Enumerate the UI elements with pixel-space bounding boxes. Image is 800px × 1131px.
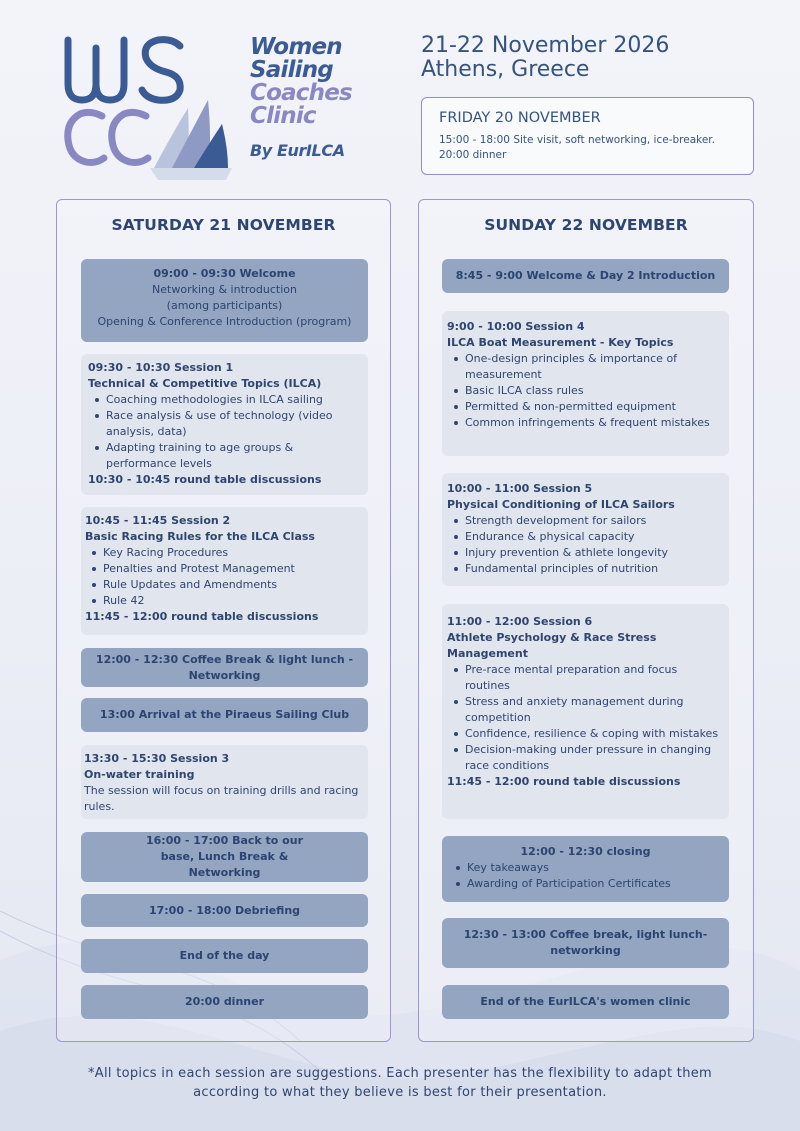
brand-line4: Clinic xyxy=(250,103,316,129)
debriefing-text: 17:00 - 18:00 Debriefing xyxy=(148,903,301,917)
brand-line1: Women xyxy=(250,34,342,60)
brand-wordmark xyxy=(250,36,352,160)
clinic-end-card xyxy=(442,985,729,1019)
friday-line2: 20:00 dinner xyxy=(439,149,507,161)
sunday-coffee-card xyxy=(442,918,729,968)
session4-list xyxy=(447,351,722,431)
end-of-day-card xyxy=(81,939,368,973)
event-dates: 21-22 November 2026 xyxy=(421,33,670,58)
brand-line3: Coaches xyxy=(250,80,352,106)
session1-card xyxy=(81,354,368,495)
back-to-base-text: 16:00 - 17:00 Back to our base, Lunch Break & Networking xyxy=(145,834,303,879)
session2-footer: 11:45 - 12:00 round table discussions xyxy=(85,610,319,623)
list-item: Endurance & physical capacity xyxy=(447,529,722,545)
brand-by: By EurILCA xyxy=(250,141,345,160)
list-item: Key Racing Procedures xyxy=(85,545,361,561)
welcome-time: 09:00 - 09:30 Welcome xyxy=(153,267,296,280)
list-item: Injury prevention & athlete longevity xyxy=(447,545,722,561)
list-item: Key takeaways xyxy=(449,860,722,876)
session4-time: 9:00 - 10:00 Session 4 xyxy=(447,320,585,333)
session6-list xyxy=(447,662,722,774)
list-item: Permitted & non-permitted equipment xyxy=(447,399,722,415)
session5-list xyxy=(447,513,722,577)
session3-title: On-water training xyxy=(84,768,195,781)
session1-time: 09:30 - 10:30 Session 1 xyxy=(88,361,234,374)
list-item: Fundamental principles of nutrition xyxy=(447,561,722,577)
session3-time: 13:30 - 15:30 Session 3 xyxy=(84,752,230,765)
session1-footer: 10:30 - 10:45 round table discussions xyxy=(88,473,322,486)
dinner-text: 20:00 dinner xyxy=(184,995,265,1008)
sunday-welcome-text: 8:45 - 9:00 Welcome & Day 2 Introduction xyxy=(455,269,716,282)
list-item: Adapting training to age groups & performance levels xyxy=(88,440,361,472)
list-item: Decision-making under pressure in changing race conditions xyxy=(447,742,722,774)
list-item: Rule Updates and Amendments xyxy=(85,577,361,593)
arrival-card xyxy=(81,698,368,732)
list-item: Coaching methodologies in ILCA sailing xyxy=(88,392,361,408)
closing-time: 12:00 - 12:30 closing xyxy=(520,845,651,858)
session2-time: 10:45 - 11:45 Session 2 xyxy=(85,514,231,527)
saturday-coffee-text: 12:00 - 12:30 Coffee Break & light lunch - Networking xyxy=(95,652,354,682)
session2-list xyxy=(85,545,361,609)
session5-time: 10:00 - 11:00 Session 5 xyxy=(447,482,593,495)
back-to-base-card xyxy=(81,832,368,882)
session4-card xyxy=(442,311,729,456)
event-header xyxy=(421,34,669,82)
closing-list xyxy=(449,860,722,892)
wscc-logo xyxy=(62,34,242,184)
debriefing-card xyxy=(81,894,368,927)
list-item: Awarding of Participation Certificates xyxy=(449,876,722,892)
session5-title: Physical Conditioning of ILCA Sailors xyxy=(447,498,675,511)
saturday-title: SATURDAY 21 NOVEMBER xyxy=(111,216,336,234)
welcome-line1: Networking & introduction xyxy=(152,283,297,296)
closing-card xyxy=(442,836,729,902)
list-item: Confidence, resilience & coping with mistakes xyxy=(447,726,722,742)
event-location: Athens, Greece xyxy=(421,57,590,82)
session3-text: The session will focus on training drills and racing rules. xyxy=(84,784,359,813)
list-item: Race analysis & use of technology (video analysis, data) xyxy=(88,408,361,440)
saturday-column xyxy=(56,199,391,1042)
list-item: One-design principles & importance of measurement xyxy=(447,351,722,383)
list-item: Penalties and Protest Management xyxy=(85,561,361,577)
footnote: *All topics in each session are suggestions. Each presenter has the flexibility to adapt them according to what they believe is best for their presentation. xyxy=(87,1066,712,1100)
list-item: Rule 42 xyxy=(85,593,361,609)
list-item: Stress and anxiety management during competition xyxy=(447,694,722,726)
session6-card xyxy=(442,604,729,819)
friday-line1: 15:00 - 18:00 Site visit, soft networking, ice-breaker. xyxy=(439,134,715,146)
welcome-line3: Opening & Conference Introduction (program) xyxy=(97,315,352,328)
session2-card xyxy=(81,507,368,635)
brand-line2: Sailing xyxy=(250,57,333,83)
session2-title: Basic Racing Rules for the ILCA Class xyxy=(85,530,315,543)
dinner-card xyxy=(81,985,368,1019)
session1-list xyxy=(88,392,361,472)
friday-title: FRIDAY 20 NOVEMBER xyxy=(439,110,601,126)
clinic-end-text: End of the EurILCA's women clinic xyxy=(480,995,691,1008)
list-item: Pre-race mental preparation and focus routines xyxy=(447,662,722,694)
arrival-text: 13:00 Arrival at the Piraeus Sailing Club xyxy=(99,708,350,721)
saturday-welcome-card xyxy=(81,259,368,342)
sunday-coffee-text: 12:30 - 13:00 Coffee break, light lunch-networking xyxy=(463,928,708,957)
session6-time: 11:00 - 12:00 Session 6 xyxy=(447,615,593,628)
sunday-title: SUNDAY 22 NOVEMBER xyxy=(484,216,688,234)
friday-box xyxy=(421,97,754,175)
session1-title: Technical & Competitive Topics (ILCA) xyxy=(88,377,322,390)
welcome-line2: (among participants) xyxy=(166,299,283,312)
session6-title: Athlete Psychology & Race Stress Management xyxy=(447,631,657,660)
end-of-day-text: End of the day xyxy=(179,949,270,962)
session5-card xyxy=(442,473,729,586)
session4-title: ILCA Boat Measurement - Key Topics xyxy=(447,336,674,349)
list-item: Common infringements & frequent mistakes xyxy=(447,415,722,431)
list-item: Strength development for sailors xyxy=(447,513,722,529)
session3-card xyxy=(81,745,368,819)
sunday-column xyxy=(418,199,754,1042)
list-item: Basic ILCA class rules xyxy=(447,383,722,399)
session6-footer: 11:45 - 12:00 round table discussions xyxy=(447,775,681,788)
saturday-coffee-card xyxy=(81,648,368,687)
sunday-welcome-card xyxy=(442,259,729,293)
